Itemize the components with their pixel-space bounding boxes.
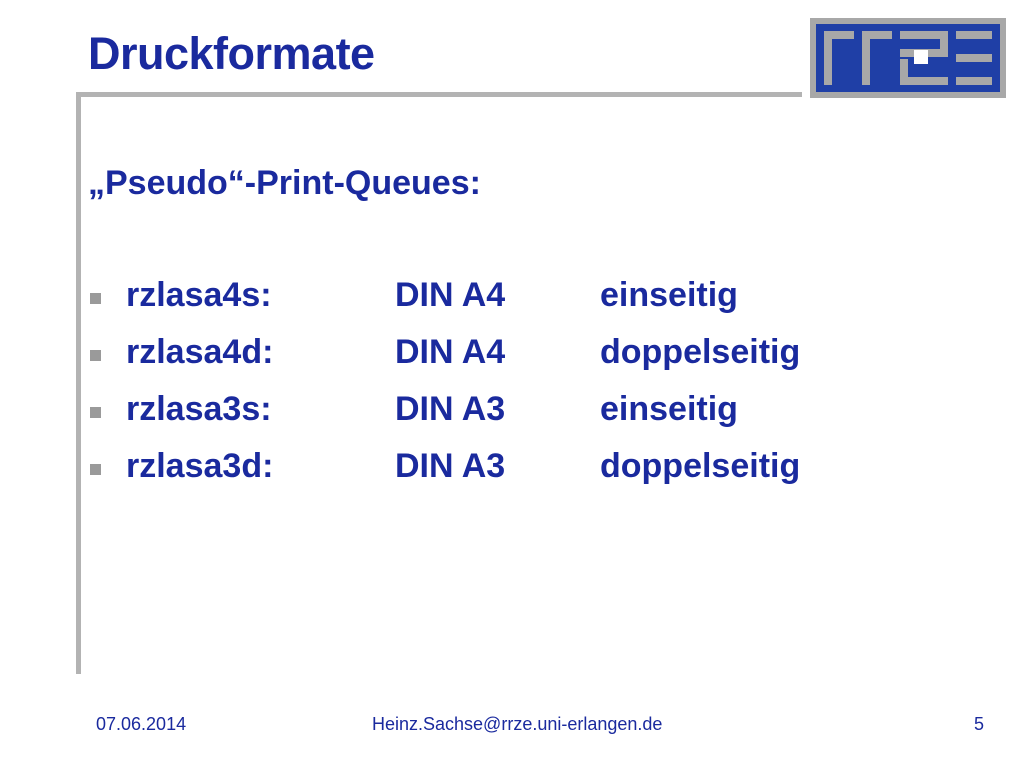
footer-email: Heinz.Sachse@rrze.uni-erlangen.de xyxy=(372,714,663,734)
slide-title: Druckformate xyxy=(88,28,375,79)
queue-format: DIN A4 xyxy=(395,333,506,371)
queue-mode: doppelseitig xyxy=(600,333,801,371)
queue-mode: doppelseitig xyxy=(600,447,801,485)
page-number: 5 xyxy=(974,714,985,734)
queue-format: DIN A3 xyxy=(395,447,506,485)
queue-name: rzlasa3s: xyxy=(126,390,272,428)
queue-mode: einseitig xyxy=(600,390,738,428)
bullet-square-icon xyxy=(90,293,101,304)
queue-format: DIN A3 xyxy=(395,390,506,428)
queue-name: rzlasa4d: xyxy=(126,333,274,371)
bullet-square-icon xyxy=(90,464,101,475)
rrze-logo-icon xyxy=(810,18,1006,98)
footer-date: 07.06.2014 xyxy=(96,714,187,734)
queue-name: rzlasa4s: xyxy=(126,276,272,314)
queue-mode: einseitig xyxy=(600,276,738,314)
queue-name: rzlasa3d: xyxy=(126,447,274,485)
bullet-square-icon xyxy=(90,407,101,418)
bullet-square-icon xyxy=(90,350,101,361)
title-rule-horizontal xyxy=(76,92,802,97)
queue-format: DIN A4 xyxy=(395,276,506,314)
section-heading: „Pseudo“-Print-Queues: xyxy=(88,164,481,202)
content-rule-vertical xyxy=(76,92,81,674)
